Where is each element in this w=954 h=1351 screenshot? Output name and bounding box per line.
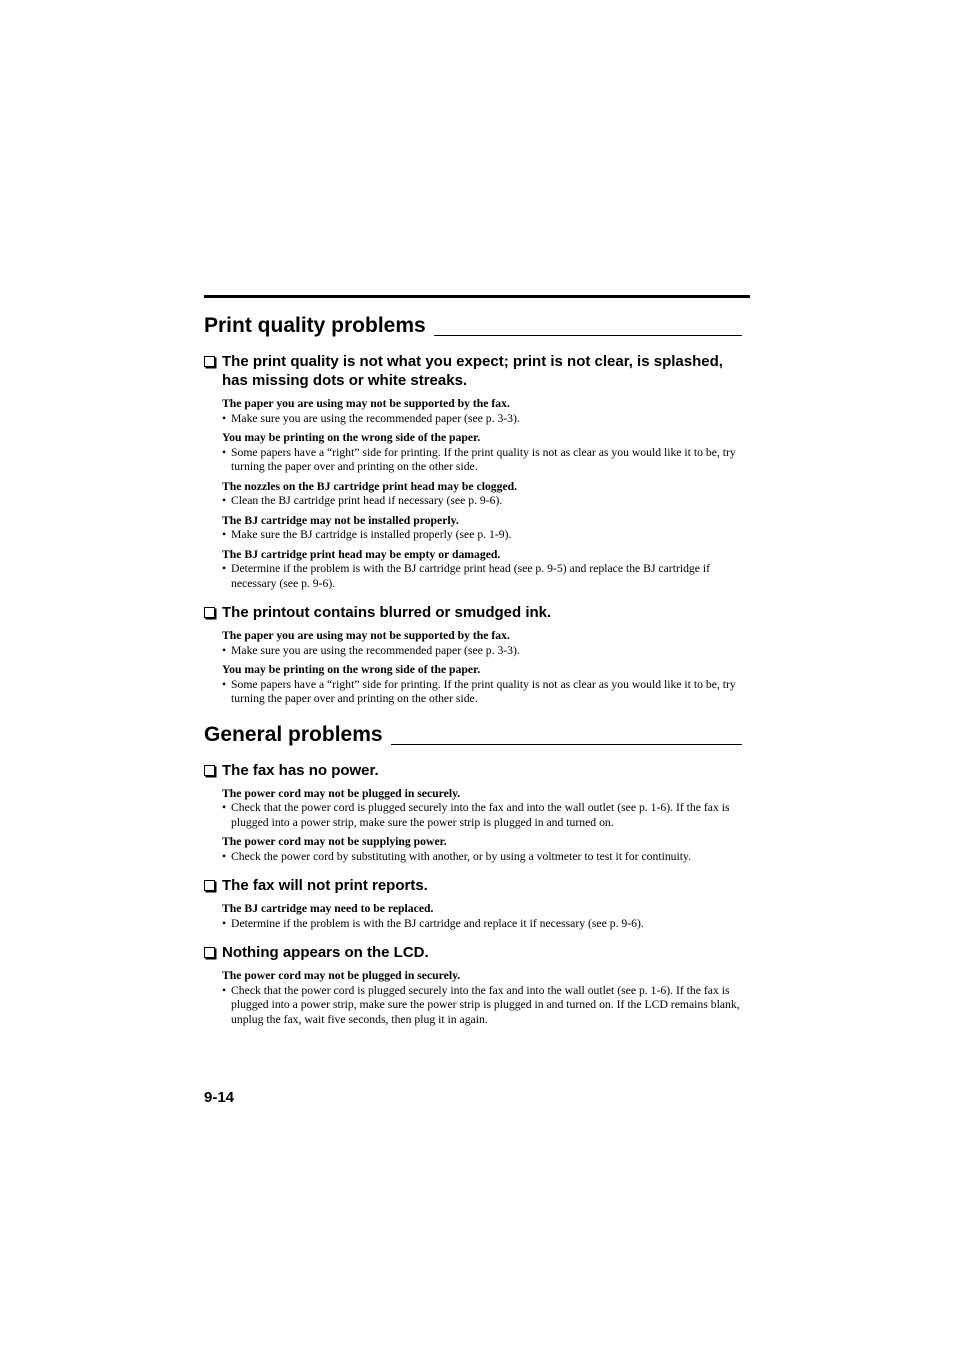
cause-title: The nozzles on the BJ cartridge print head may be clogged. [222, 479, 518, 493]
cause-title: You may be printing on the wrong side of the paper. [222, 431, 481, 444]
section-heading-text: Print quality problems [204, 314, 426, 337]
cause-item [222, 431, 750, 475]
cause-item [222, 902, 750, 931]
cause-bullet [222, 644, 750, 659]
cause-bullet [222, 984, 750, 1028]
checkbox-icon [204, 765, 215, 776]
cause-title: The BJ cartridge may not be installed properly. [222, 513, 459, 527]
page-number: 9-14 [204, 1089, 235, 1106]
bullet-icon: • [222, 801, 227, 814]
cause-title: The BJ cartridge print head may be empty or damaged. [222, 547, 501, 561]
problem-title-text: The print quality is not what you expect; print is not clear, is splashed, has missing dots or white streaks. [222, 353, 723, 389]
cause-bullet [222, 678, 750, 707]
bullet-icon: • [222, 528, 227, 541]
cause-bullet-text: Check that the power cord is plugged securely into the fax and into the wall outlet (see p. 1-6). If the fax is plugged into a power strip, make sure the power strip is plugged in and turned on. If the LCD remains blank, unplug the fax, wait five seconds, then plug it in again. [231, 983, 740, 1026]
cause-title: The power cord may not be supplying power. [222, 835, 447, 848]
cause-bullet-text: Make sure you are using the recommended paper (see p. 3-3). [231, 643, 520, 657]
bullet-icon: • [222, 849, 227, 863]
cause-bullet-text: Make sure the BJ cartridge is installed properly (see p. 1-9). [231, 528, 512, 541]
cause-bullet-text: Determine if the problem is with the BJ cartridge print head (see p. 9-5) and replace the BJ cartridge if necessary (see p. 9-6). [231, 562, 711, 590]
section-print-quality [204, 312, 750, 707]
cause-bullet [222, 801, 750, 830]
cause-bullet [222, 917, 750, 932]
cause-title: The power cord may not be plugged in securely. [222, 969, 461, 982]
problem-item [204, 943, 750, 1027]
cause-item [222, 480, 750, 509]
cause-bullet-text: Check the power cord by substituting with another, or by using a voltmeter to test it for continuity. [231, 849, 692, 863]
cause-bullet [222, 850, 750, 865]
checkbox-icon [204, 607, 215, 618]
cause-item [222, 397, 750, 426]
cause-bullet-text: Some papers have a “right” side for printing. If the print quality is not as clear as you would like it to be, try turning the paper over and printing on the other side. [231, 445, 736, 473]
cause-title: The paper you are using may not be supported by the fax. [222, 629, 510, 642]
problem-title-text: The fax has no power. [222, 761, 379, 779]
section-heading-text: General problems [204, 722, 383, 746]
cause-bullet-text: Determine if the problem is with the BJ cartridge and replace it if necessary (see p. 9-6). [231, 916, 644, 930]
page-content [204, 312, 750, 1033]
cause-bullet-text: Check that the power cord is plugged securely into the fax and into the wall outlet (see p. 1-6). If the fax is plugged into a power strip, make sure the power strip is plugged in and turned on. [231, 801, 730, 829]
bullet-icon: • [222, 983, 227, 997]
problem-title-text: The printout contains blurred or smudged ink. [222, 604, 552, 621]
section-heading [204, 312, 750, 340]
problem-item [204, 352, 750, 591]
cause-bullet [222, 446, 750, 475]
checkbox-icon [204, 947, 215, 958]
bullet-icon: • [222, 411, 227, 425]
cause-title: The BJ cartridge may need to be replaced. [222, 902, 434, 915]
cause-item [222, 787, 750, 831]
section-general [204, 721, 750, 1028]
cause-item [222, 969, 750, 1027]
cause-bullet [222, 562, 750, 591]
problem-title [204, 603, 750, 622]
cause-title: The paper you are using may not be supported by the fax. [222, 397, 510, 410]
bullet-icon: • [222, 643, 227, 657]
bullet-icon: • [222, 445, 227, 459]
bullet-icon: • [222, 562, 227, 575]
bullet-icon: • [222, 677, 227, 691]
problem-title-text: The fax will not print reports. [222, 877, 428, 894]
heading-underline [434, 335, 742, 336]
bullet-icon: • [222, 916, 227, 930]
section-heading [204, 721, 750, 749]
cause-item [222, 835, 750, 864]
cause-bullet-text: Some papers have a “right” side for printing. If the print quality is not as clear as you would like it to be, try turning the paper over and printing on the other side. [231, 677, 736, 705]
cause-item [222, 548, 750, 592]
problem-title [204, 761, 750, 780]
cause-item [222, 629, 750, 658]
cause-bullet [222, 494, 750, 509]
cause-bullet [222, 412, 750, 427]
cause-bullet-text: Clean the BJ cartridge print head if necessary (see p. 9-6). [231, 494, 503, 507]
cause-title: You may be printing on the wrong side of the paper. [222, 663, 481, 676]
bullet-icon: • [222, 494, 227, 507]
problem-title [204, 876, 750, 895]
problem-title [204, 352, 750, 390]
cause-item [222, 514, 750, 543]
problem-item [204, 876, 750, 931]
checkbox-icon [204, 880, 215, 891]
heading-underline [391, 744, 742, 745]
problem-item [204, 603, 750, 707]
cause-bullet [222, 528, 750, 543]
problem-title [204, 943, 750, 962]
cause-item [222, 663, 750, 707]
problem-item [204, 761, 750, 865]
cause-bullet-text: Make sure you are using the recommended paper (see p. 3-3). [231, 411, 520, 425]
cause-title: The power cord may not be plugged in securely. [222, 786, 461, 800]
checkbox-icon [204, 356, 215, 367]
top-rule [204, 295, 750, 298]
problem-title-text: Nothing appears on the LCD. [222, 944, 429, 961]
